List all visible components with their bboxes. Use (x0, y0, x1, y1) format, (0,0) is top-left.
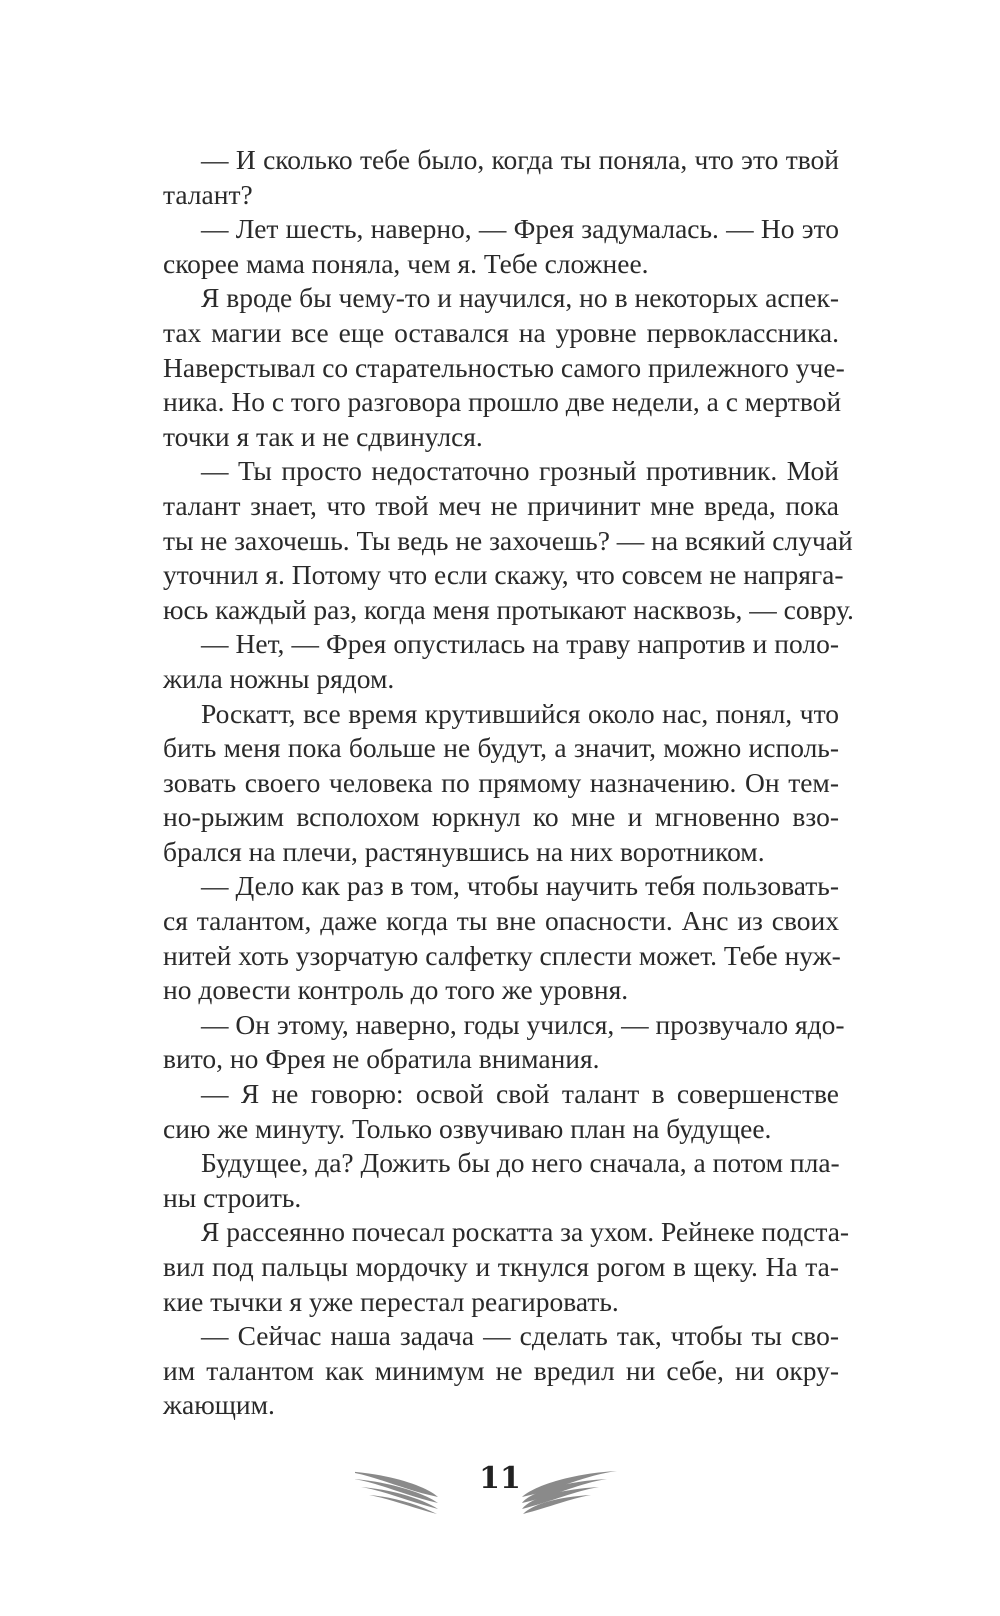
body-text (163, 143, 854, 1423)
text-line: зовать своего человека по прямому назначению. Он тем- (163, 766, 839, 798)
text-line: бить меня пока больше не будут, а значит, можно исполь- (163, 732, 839, 764)
text-line: нитей хоть узорчатую салфетку сплести может. Тебе нуж- (163, 939, 841, 971)
text-line: но довести контроль до того же уровня. (163, 974, 629, 1006)
text-line: Я рассеянно почесал роскатта за ухом. Рейнеке подста- (201, 1216, 850, 1248)
text-line: юсь каждый раз, когда меня протыкают насквозь, — совру. (163, 593, 854, 625)
text-line: ника. Но с того разговора прошло две недели, а с мертвой (163, 386, 842, 418)
wing-right-icon (522, 1453, 762, 1517)
text-line: — Дело как раз в том, чтобы научить тебя пользовать- (201, 870, 839, 902)
page-footer (0, 1453, 1000, 1517)
text-line: кие тычки я уже перестал реагировать. (163, 1285, 619, 1317)
text-line: — Я не говорю: освой свой талант в совершенстве (201, 1078, 839, 1110)
text-line: — Сейчас наша задача — сделать так, чтобы ты сво- (201, 1320, 839, 1352)
text-line: Наверстывал со старательностью самого прилежного уче- (163, 351, 845, 383)
text-line: им талантом как минимум не вредил ни себе, ни окру- (163, 1354, 839, 1386)
text-line: Будущее, да? Дожить бы до него сначала, а потом пла- (201, 1147, 840, 1179)
text-line: уточнил я. Потому что если скажу, что совсем не напряга- (163, 559, 844, 591)
text-line: вил под пальцы мордочку и ткнулся рогом в щеку. На та- (163, 1251, 839, 1282)
text-line: талант? (163, 178, 253, 210)
text-line: ся талантом, даже когда ты вне опасности. Анс из своих (163, 905, 839, 937)
text-line: точки я так и не сдвинулся. (163, 420, 483, 452)
text-line: — Лет шесть, наверно, — Фрея задумалась. — Но это (201, 213, 839, 245)
text-line: жила ножны рядом. (163, 662, 395, 694)
text-line: брался на плечи, растянувшись на них воротником. (163, 835, 765, 867)
text-line: — Он этому, наверно, годы учился, — прозвучало ядо- (201, 1008, 845, 1040)
text-line: Я вроде бы чему-то и научился, но в некоторых аспек- (201, 282, 839, 314)
text-line: тах магии все еще оставался на уровне первоклассника. (163, 316, 839, 348)
page-number: 11 (479, 1461, 521, 1496)
text-line: вито, но Фрея не обратила внимания. (163, 1043, 600, 1075)
text-line: — Ты просто недостаточно грозный противник. Мой (201, 455, 839, 487)
text-line: ты не захочешь. Ты ведь не захочешь? — на всякий случай (163, 524, 853, 556)
text-line: Роскатт, все время крутившийся около нас, понял, что (201, 697, 839, 729)
text-line: талант знает, что твой меч не причинит мне вреда, пока (163, 489, 839, 521)
text-line: сию же минуту. Только озвучиваю план на будущее. (163, 1112, 772, 1144)
text-line: — И сколько тебе было, когда ты поняла, что это твой (201, 144, 839, 175)
text-line: — Нет, — Фрея опустилась на траву напротив и поло- (201, 628, 839, 660)
text-line: ны строить. (163, 1181, 302, 1213)
text-line: жающим. (163, 1389, 275, 1421)
text-line: но-рыжим всполохом юркнул ко мне и мгновенно взо- (163, 801, 839, 833)
text-line: скорее мама поняла, чем я. Тебе сложнее. (163, 247, 649, 279)
